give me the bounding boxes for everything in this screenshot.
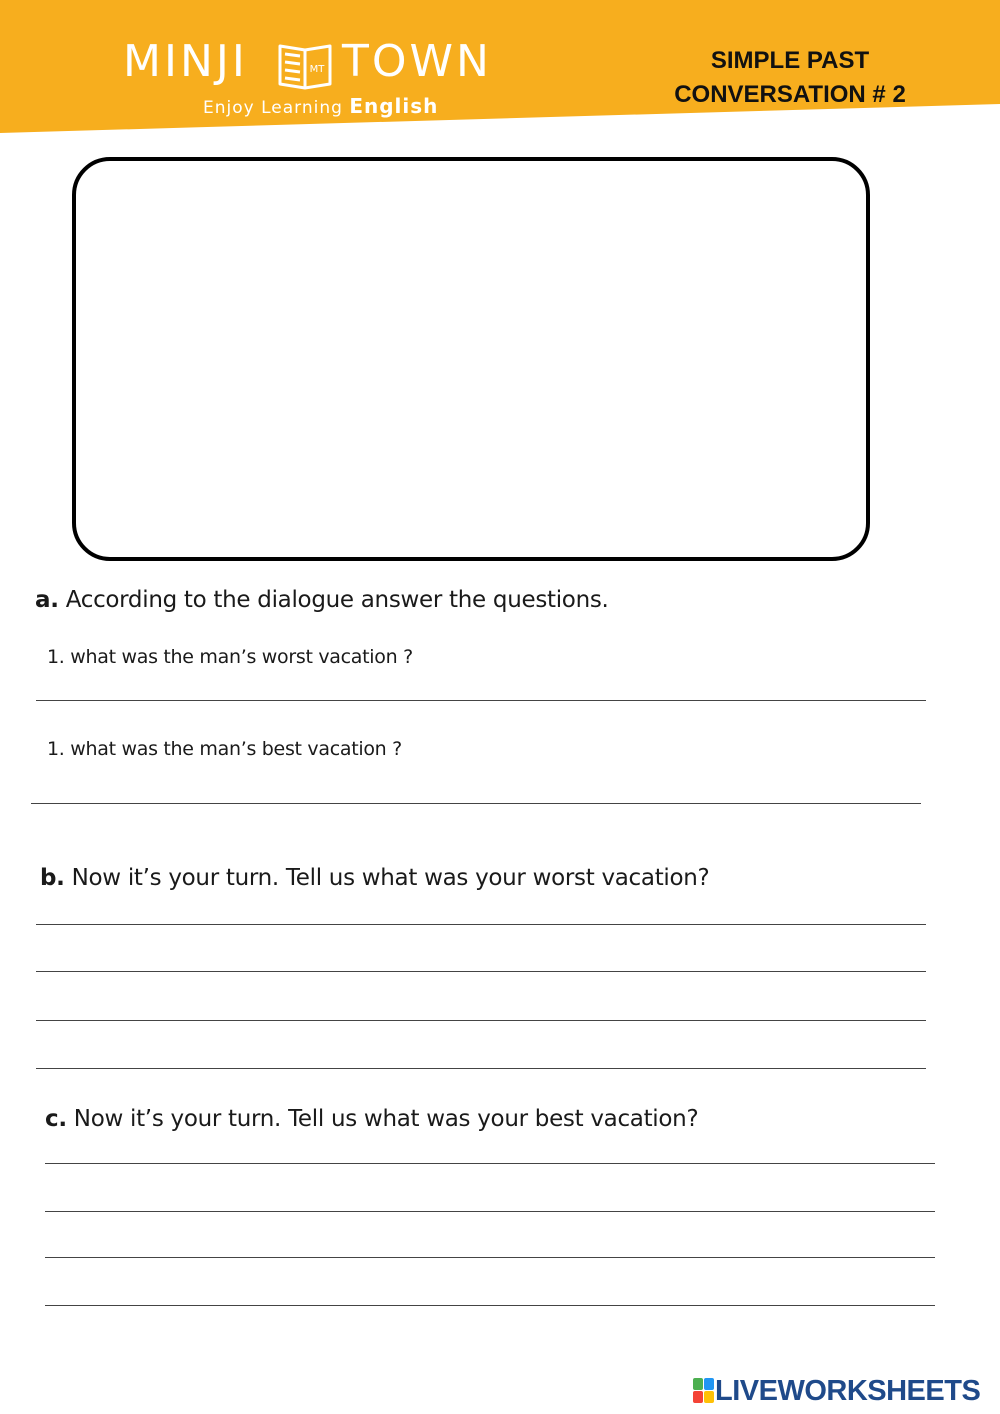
section-a-heading xyxy=(35,589,609,612)
section-b-heading xyxy=(40,867,709,890)
answer-line[interactable] xyxy=(45,1211,935,1212)
tagline xyxy=(203,96,438,117)
book-icon xyxy=(276,40,334,90)
brand-name-left: MINJI xyxy=(123,36,248,87)
section-b-instruction: Now it’s your turn. Tell us what was your worst vacation? xyxy=(71,865,710,891)
section-a-instruction: According to the dialogue answer the questions. xyxy=(65,587,609,613)
tagline-plain: Enjoy Learning xyxy=(203,98,343,118)
section-c-heading xyxy=(45,1108,698,1131)
picture-frame xyxy=(72,157,870,561)
liveworksheets-logo xyxy=(693,1376,988,1406)
tagline-bold: English xyxy=(349,94,439,118)
title-line-2: CONVERSATION # 2 xyxy=(674,81,906,108)
answer-line[interactable] xyxy=(45,1257,935,1258)
answer-line[interactable] xyxy=(36,924,926,925)
worksheet-title xyxy=(640,44,940,112)
section-c-letter: c. xyxy=(45,1106,67,1132)
book-mark-text: MT xyxy=(309,64,325,75)
answer-line[interactable] xyxy=(31,803,921,804)
answer-line[interactable] xyxy=(36,1020,926,1021)
question-2: 1. what was the man’s best vacation ? xyxy=(47,738,402,760)
answer-line[interactable] xyxy=(36,971,926,972)
answer-line[interactable] xyxy=(45,1305,935,1306)
question-1: 1. what was the man’s worst vacation ? xyxy=(47,646,413,668)
section-a-letter: a. xyxy=(35,587,59,613)
brand-name-right: TOWN xyxy=(342,36,492,87)
answer-line[interactable] xyxy=(36,1068,926,1069)
title-line-1: SIMPLE PAST xyxy=(710,47,870,74)
section-c-instruction: Now it’s your turn. Tell us what was your best vacation? xyxy=(73,1106,699,1132)
answer-line[interactable] xyxy=(36,700,926,701)
answer-line[interactable] xyxy=(45,1163,935,1164)
section-b-letter: b. xyxy=(40,865,65,891)
liveworksheets-squares-icon xyxy=(693,1378,715,1404)
liveworksheets-text: LIVEWORKSHEETS xyxy=(715,1375,981,1407)
